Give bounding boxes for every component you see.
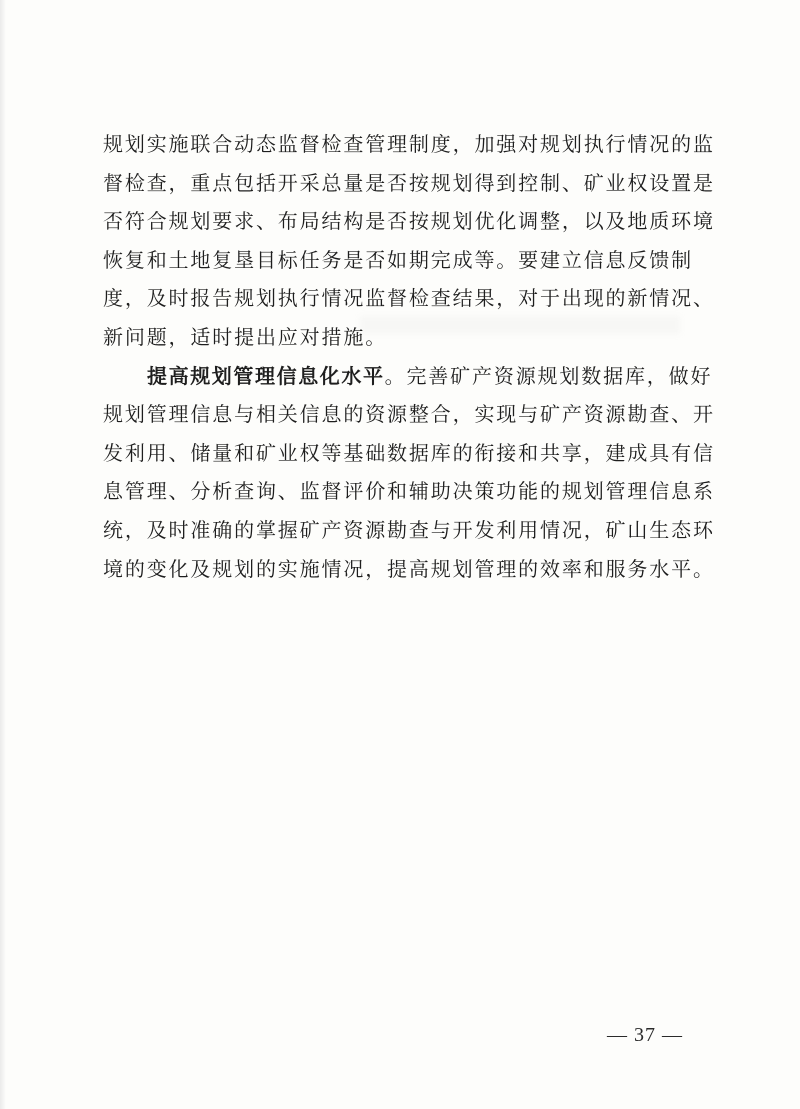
text-line: 新问题，适时提出应对措施。 (103, 324, 388, 349)
text-line: 否符合规划要求、布局结构是否按规划优化调整，以及地质环境 (103, 209, 715, 234)
text-line: 境的变化及规划的实施情况，提高规划管理的效率和服务水平。 (103, 556, 715, 581)
text-line: 督检查，重点包括开采总量是否按规划得到控制、矿业权设置是 (103, 170, 715, 195)
body-text (103, 125, 715, 588)
text-line: 发利用、储量和矿业权等基础数据库的衔接和共享，建成具有信 (103, 440, 715, 465)
paragraph-lead-heading: 提高规划管理信息化水平 (147, 363, 385, 388)
paragraph-2-first-line: 。完善矿产资源规划数据库，做好 (384, 363, 713, 388)
text-line: 统，及时准确的掌握矿产资源勘查与开发利用情况，矿山生态环 (103, 517, 715, 542)
scan-edge-shadow (0, 0, 6, 1109)
text-line: 息管理、分析查询、监督评价和辅助决策功能的规划管理信息系 (103, 479, 715, 504)
text-line: 规划实施联合动态监督检查管理制度，加强对规划执行情况的监 (103, 132, 715, 156)
text-line: 恢复和土地复垦目标任务是否如期完成等。要建立信息反馈制 (103, 247, 693, 272)
page-number: — 37 — (607, 1024, 683, 1046)
text-line (103, 357, 713, 396)
paragraph-2 (103, 357, 715, 589)
text-line: 规划管理信息与相关信息的资源整合，实现与矿产资源勘查、开 (103, 402, 715, 427)
text-line: 度，及时报告规划执行情况监督检查结果，对于出现的新情况、 (103, 286, 715, 311)
paragraph-1 (103, 125, 715, 357)
